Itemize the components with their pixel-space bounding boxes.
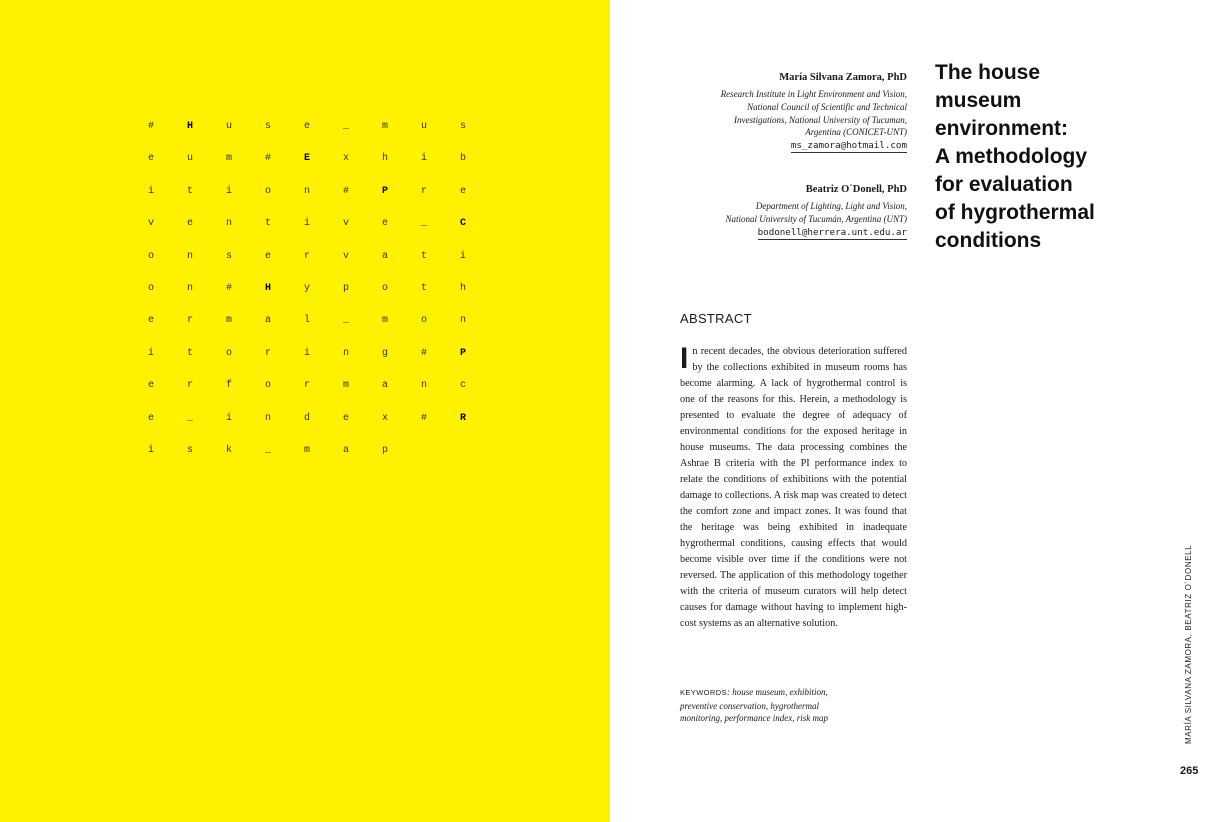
grid-letter: # xyxy=(343,185,350,197)
grid-letter: o xyxy=(382,282,389,294)
grid-letter: n xyxy=(421,380,428,392)
author-email-link[interactable]: bodonell@herrera.unt.edu.ar xyxy=(757,226,907,238)
grid-letter: n xyxy=(265,412,272,424)
grid-letter: C xyxy=(460,218,467,230)
grid-letter: x xyxy=(382,412,389,424)
grid-letter: i xyxy=(148,444,155,456)
author-name: María Silvana Zamora, PhD xyxy=(779,72,907,83)
grid-letter: m xyxy=(382,315,389,327)
title-line: of hygrothermal xyxy=(935,201,1095,224)
grid-letter: _ xyxy=(421,218,428,230)
abstract-body xyxy=(680,344,907,632)
grid-letter: m xyxy=(304,444,311,456)
grid-letter: o xyxy=(148,250,155,262)
grid-letter: a xyxy=(382,380,389,392)
grid-letter: n xyxy=(304,185,311,197)
letter-grid xyxy=(148,120,499,476)
grid-letter: u xyxy=(421,121,428,132)
title-line: for evaluation xyxy=(935,173,1073,196)
grid-letter: H xyxy=(187,121,194,132)
grid-letter: i xyxy=(304,218,311,230)
grid-letter: i xyxy=(421,153,428,165)
grid-letter: e xyxy=(460,185,467,197)
grid-letter: e xyxy=(343,412,350,424)
running-head: MARÍA SILVANA ZAMORA, BEATRIZ O´DONELL xyxy=(1184,544,1193,744)
grid-letter: e xyxy=(148,315,155,327)
grid-letter: n xyxy=(187,282,194,294)
grid-letter: R xyxy=(460,412,467,424)
grid-letter: e xyxy=(304,121,311,132)
grid-letter: i xyxy=(148,347,155,359)
grid-letter: # xyxy=(421,347,428,359)
author-name: Beatriz O´Donell, PhD xyxy=(805,184,907,195)
grid-letter: n xyxy=(187,250,194,262)
title-line: conditions xyxy=(935,229,1042,252)
grid-letter: # xyxy=(421,412,428,424)
grid-letter: m xyxy=(226,153,233,165)
grid-letter: h xyxy=(460,282,467,294)
grid-letter: i xyxy=(460,250,467,262)
grid-letter: i xyxy=(304,347,311,359)
grid-letter: v xyxy=(343,250,350,262)
author-affiliation: Research Institute in Light Environment and Vision, xyxy=(720,89,907,99)
title-line: A methodology xyxy=(935,145,1088,168)
grid-letter: e xyxy=(382,218,389,230)
grid-letter: p xyxy=(343,282,350,294)
grid-letter: i xyxy=(148,185,155,197)
grid-letter: # xyxy=(148,121,155,132)
grid-letter: _ xyxy=(343,121,350,132)
grid-letter: t xyxy=(187,347,194,359)
grid-letter: p xyxy=(382,444,389,456)
grid-letter: r xyxy=(304,380,311,392)
grid-letter: i xyxy=(226,412,233,424)
abstract-heading: ABSTRACT xyxy=(680,311,752,326)
abstract-dropcap: I xyxy=(680,342,689,375)
page-number: 265 xyxy=(1180,765,1199,777)
title-line: museum xyxy=(935,89,1022,112)
grid-letter: l xyxy=(304,315,311,327)
grid-letter: _ xyxy=(265,444,272,456)
grid-letter: o xyxy=(265,380,272,392)
grid-letter: y xyxy=(304,282,311,294)
keywords-label: KEYWORDS xyxy=(680,688,727,697)
grid-letter: o xyxy=(265,185,272,197)
keywords-block: KEYWORDS: house museum, exhibition, preventive conservation, hygrothermal monitoring, performance index, risk map xyxy=(680,687,828,723)
grid-letter: a xyxy=(265,315,272,327)
grid-letter: r xyxy=(304,250,311,262)
grid-letter: _ xyxy=(343,315,350,327)
grid-letter: m xyxy=(343,380,350,392)
grid-letter: s xyxy=(265,121,272,132)
grid-letter: # xyxy=(226,282,233,294)
grid-letter: e xyxy=(187,218,194,230)
grid-letter: _ xyxy=(187,412,194,424)
grid-letter: r xyxy=(421,185,428,197)
grid-letter: b xyxy=(460,153,467,165)
author-affiliation: National University of Tucumán, Argentina (UNT) xyxy=(725,213,907,224)
grid-letter: s xyxy=(460,121,467,132)
grid-letter: t xyxy=(187,185,194,197)
grid-letter: d xyxy=(304,412,311,424)
author-affiliation: National Council of Scientific and Technical xyxy=(747,101,907,112)
grid-letter: e xyxy=(265,250,272,262)
grid-letter: H xyxy=(265,282,272,294)
grid-letter: e xyxy=(148,153,155,165)
grid-letter: r xyxy=(187,380,194,392)
grid-letter: o xyxy=(148,282,155,294)
grid-letter: i xyxy=(226,185,233,197)
grid-letter: e xyxy=(148,380,155,392)
grid-letter: c xyxy=(460,380,467,392)
grid-letter: n xyxy=(343,347,350,359)
grid-letter: m xyxy=(226,315,233,327)
author-block-zamora xyxy=(660,71,907,153)
grid-letter: s xyxy=(226,250,233,262)
grid-letter: f xyxy=(226,380,233,392)
grid-letter: g xyxy=(382,347,389,359)
grid-letter: E xyxy=(304,153,311,165)
article-title xyxy=(935,59,1145,255)
author-affiliation: Argentina (CONICET-UNT) xyxy=(805,127,907,138)
author-affiliation: Investigations, National University of Tucuman, xyxy=(734,114,907,125)
abstract-text: n recent decades, the obvious deterioration suffered by the collections exhibited in museum rooms has become alarming. A lack of hygrothermal control is one of the reasons for this. Herein, a methodology is presented to evaluate the degree of adequacy of environmental conditions for the exposed heritage in house museums. The data processing combines the Ashrae B criteria with the PI performance index to relate the conditions of exhibitions with the potential damage to collections. A risk map was created to detect the comfort zone and impact zones. It was found that the heritage was being exhibited in inadequate hygrothermal conditions, causing effects that would become visible over time if the conditions were not reversed. The application of this methodology together with the criteria of museum curators will help detect causes for damage without having to implement high-cost systems as an alternative solution. xyxy=(680,346,907,629)
title-line: The house xyxy=(935,61,1041,84)
grid-letter: u xyxy=(187,153,194,165)
grid-letter: n xyxy=(226,218,233,230)
author-email-link[interactable]: ms_zamora@hotmail.com xyxy=(790,140,907,152)
grid-letter: s xyxy=(187,444,194,456)
grid-letter: e xyxy=(148,412,155,424)
grid-letter: u xyxy=(226,121,233,132)
grid-letter: h xyxy=(382,153,389,165)
grid-letter: v xyxy=(343,218,350,230)
grid-letter: m xyxy=(382,121,389,132)
grid-letter: o xyxy=(421,315,428,327)
grid-letter: a xyxy=(343,444,350,456)
grid-letter: t xyxy=(421,282,428,294)
author-affiliation: Department of Lighting, Light and Vision, xyxy=(755,201,907,211)
grid-letter: x xyxy=(343,153,350,165)
grid-letter: r xyxy=(265,347,272,359)
grid-letter: n xyxy=(460,315,467,327)
grid-letter: v xyxy=(148,218,155,230)
title-line: environment: xyxy=(935,117,1069,140)
grid-letter: P xyxy=(460,347,467,359)
author-block-odonell xyxy=(660,183,907,240)
grid-letter: r xyxy=(187,315,194,327)
grid-letter: t xyxy=(421,250,428,262)
grid-letter: t xyxy=(265,218,272,230)
grid-letter: P xyxy=(382,185,389,197)
keywords-text: house museum, exhibition, preventive conservation, hygrothermal monitoring, performance index, risk map xyxy=(680,687,828,723)
grid-letter: o xyxy=(226,347,233,359)
grid-letter: # xyxy=(265,153,272,165)
grid-letter: a xyxy=(382,250,389,262)
grid-letter: k xyxy=(226,444,233,456)
